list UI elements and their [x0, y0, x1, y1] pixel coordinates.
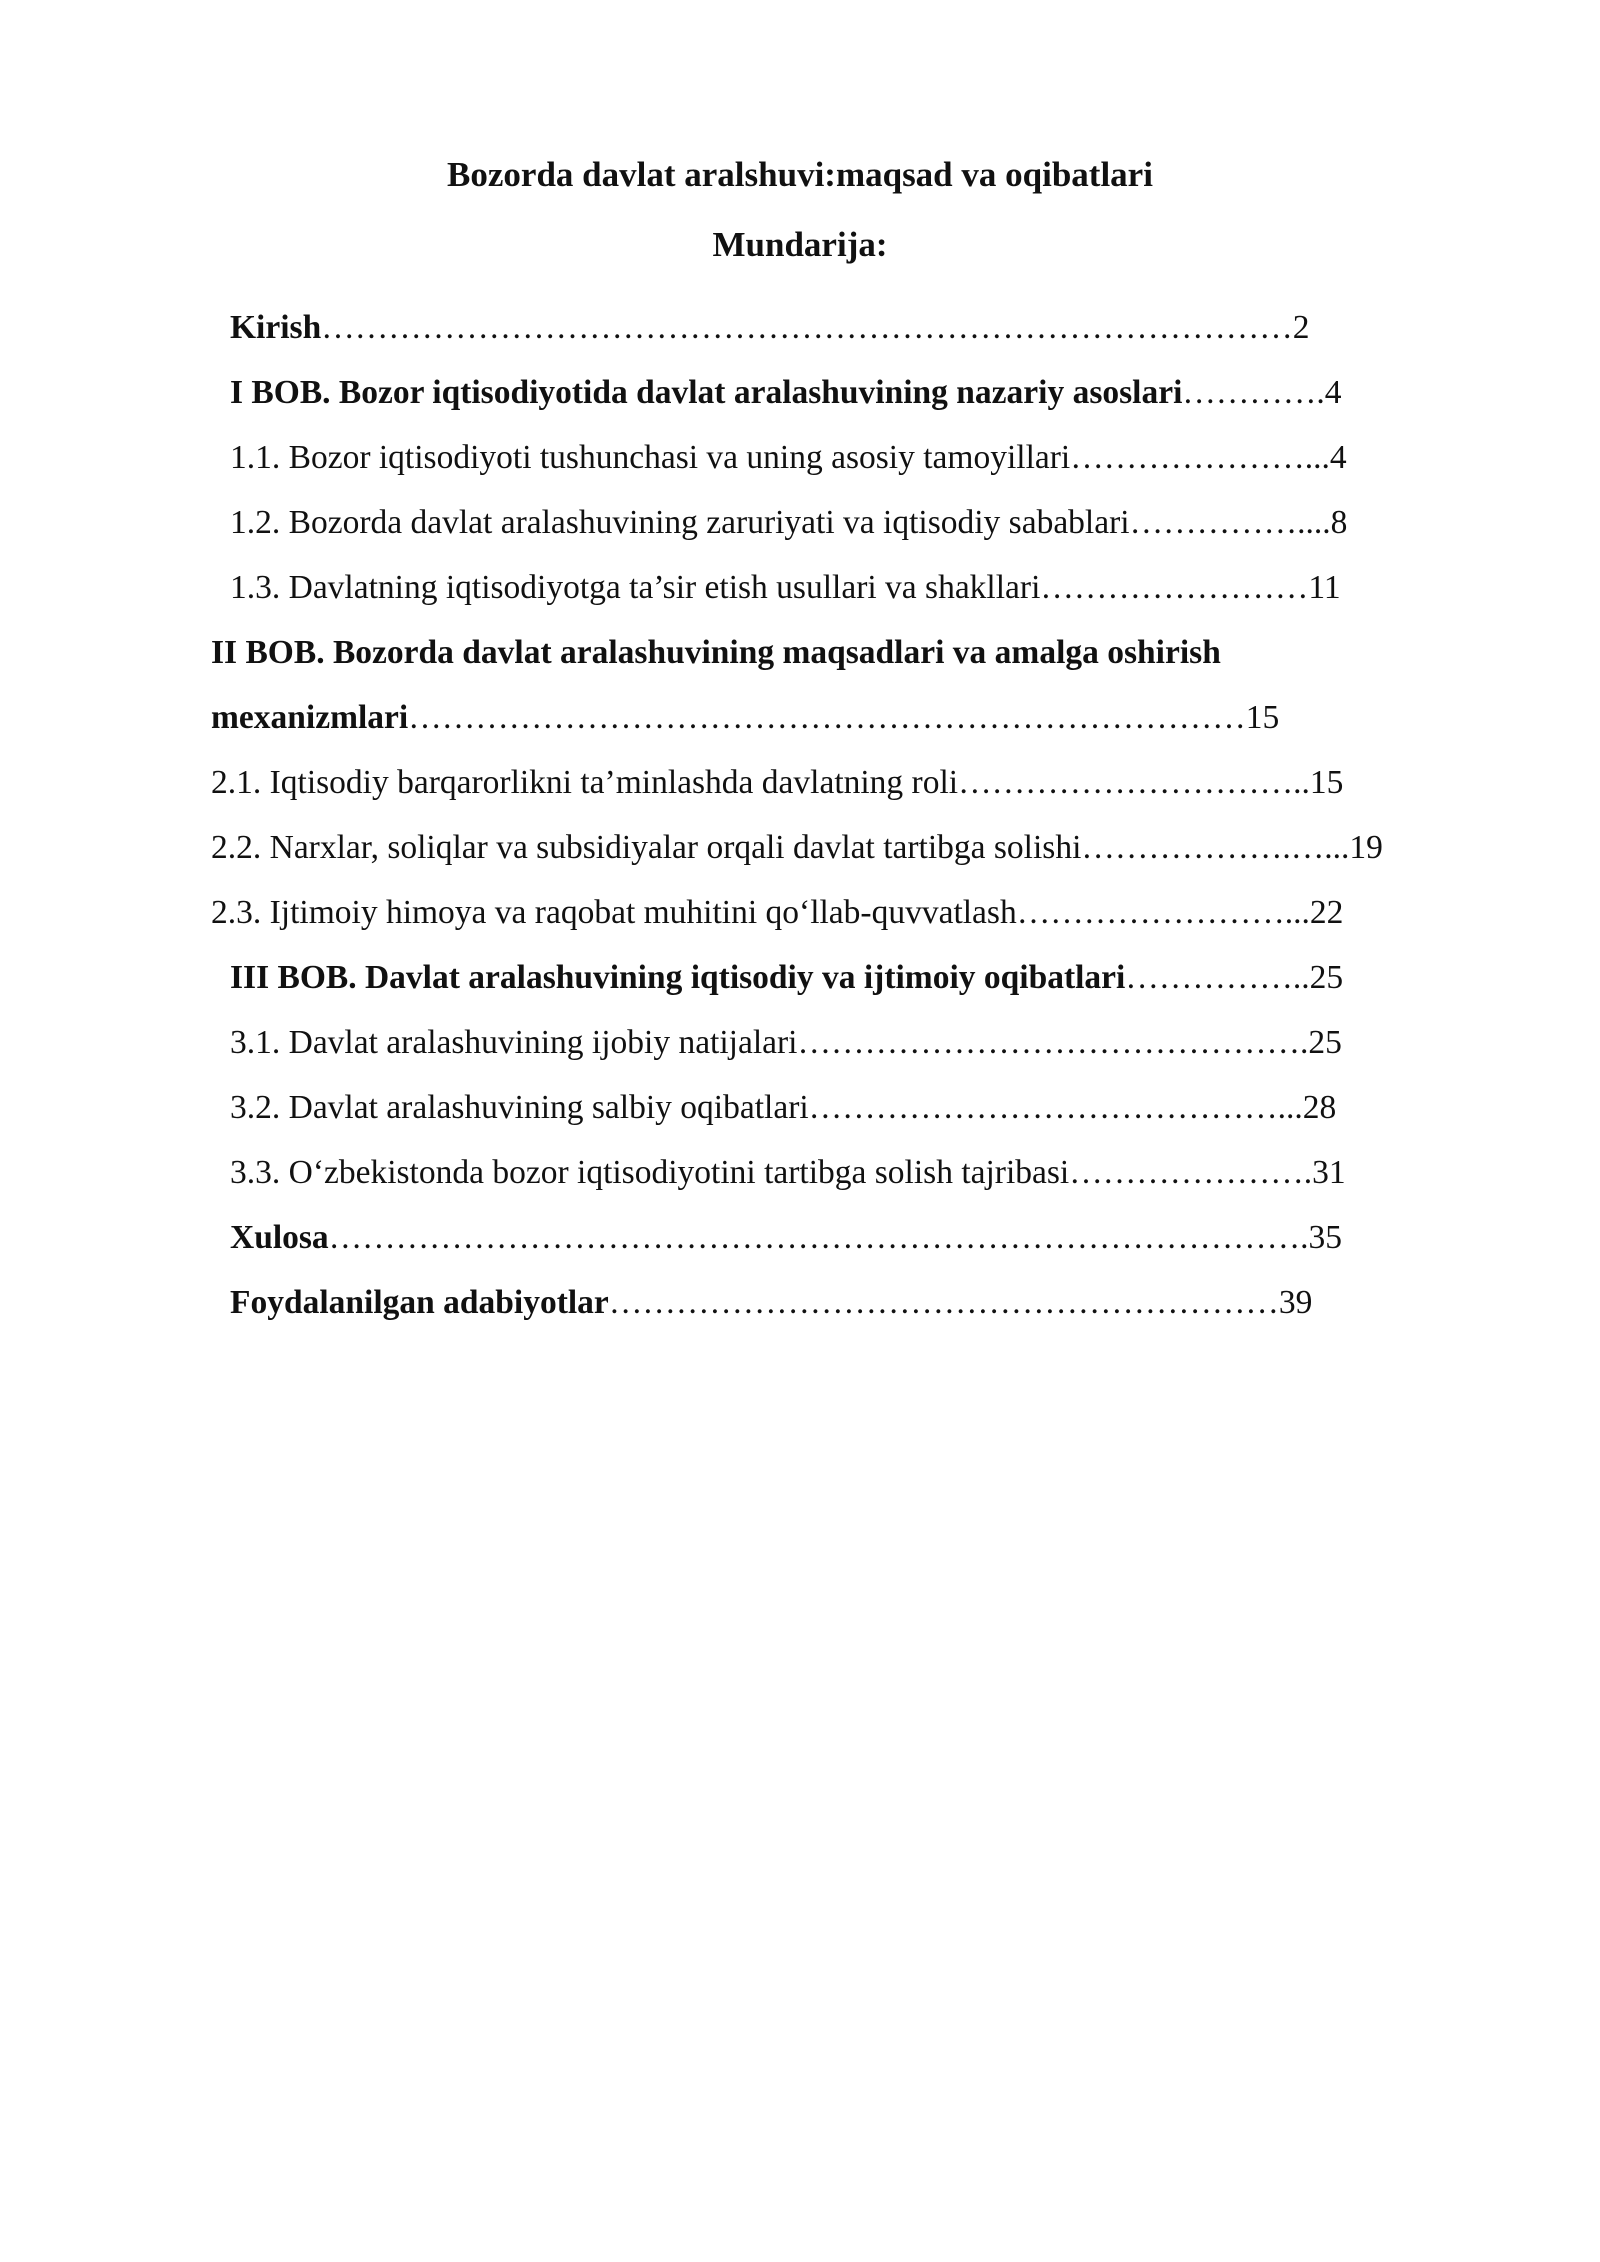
toc-entry-title: mexanizmlari [211, 699, 409, 736]
toc-entry-section-3-1[interactable] [230, 1023, 1342, 1063]
toc-entry-leader-page: ……………………………………………………………………………2 [321, 309, 1310, 346]
toc-entry-section-3-2[interactable] [230, 1088, 1336, 1128]
toc-entry-title: 2.3. Ijtimoiy himoya va raqobat muhitini qo‘llab-quvvatlash [211, 894, 1017, 931]
toc-entry-leader-page: …………………………..15 [958, 764, 1344, 801]
toc-entry-leader-page: ……………………………………….25 [797, 1024, 1342, 1061]
toc-entry-references[interactable] [230, 1283, 1312, 1323]
toc-entry-title: Kirish [230, 309, 322, 346]
toc-entry-leader-page: ………………….31 [1069, 1154, 1346, 1191]
toc-entry-leader-page: ……………….…...19 [1081, 829, 1383, 866]
toc-entry-chapter-2[interactable] [211, 633, 1221, 673]
toc-entry-leader-page: ……………..25 [1125, 959, 1344, 996]
toc-entry-title: 3.1. Davlat aralashuvining ijobiy natijalari [230, 1024, 798, 1061]
toc-entry-section-1-2[interactable] [230, 503, 1347, 543]
toc-entry-section-3-3[interactable] [230, 1153, 1346, 1193]
toc-entry-title: I BOB. Bozor iqtisodiyotida davlat aralashuvining nazariy asoslari [230, 374, 1183, 411]
toc-entry-chapter-3[interactable] [230, 958, 1343, 998]
toc-entry-leader-page: ……………………………………...28 [808, 1089, 1337, 1126]
toc-entry-section-2-1[interactable] [211, 763, 1343, 803]
toc-entry-section-1-3[interactable] [230, 568, 1341, 608]
toc-entry-title: III BOB. Davlat aralashuvining iqtisodiy va ijtimoiy oqibatlari [230, 959, 1126, 996]
toc-entry-title: 2.1. Iqtisodiy barqarorlikni ta’minlashda davlatning roli [211, 764, 959, 801]
toc-entry-title: 1.3. Davlatning iqtisodiyotga ta’sir etish usullari va shakllari [230, 569, 1041, 606]
toc-entry-chapter-1[interactable] [230, 373, 1342, 413]
toc-entry-kirish[interactable] [230, 308, 1309, 348]
toc-entry-section-2-3[interactable] [211, 893, 1343, 933]
toc-entry-title: II BOB. Bozorda davlat aralashuvining maqsadlari va amalga oshirish [211, 634, 1221, 671]
toc-entry-leader-page: ……………………11 [1040, 569, 1341, 606]
toc-entry-title: 3.3. O‘zbekistonda bozor iqtisodiyotini tartibga solish tajribasi [230, 1154, 1070, 1191]
toc-entry-title: Foydalanilgan adabiyotlar [230, 1284, 609, 1321]
toc-entry-leader-page: …………………………………………………………………15 [408, 699, 1280, 736]
toc-entry-title: 3.2. Davlat aralashuvining salbiy oqibatlari [230, 1089, 809, 1126]
toc-entry-leader-page: ………….4 [1182, 374, 1342, 411]
toc-entry-leader-page: …………………………………………………………………………….35 [328, 1219, 1343, 1256]
toc-heading: Mundarija: [712, 225, 888, 264]
toc-entry-title: 2.2. Narxlar, soliqlar va subsidiyalar orqali davlat tartibga solishi [211, 829, 1082, 866]
toc-entry-section-1-1[interactable] [230, 438, 1347, 478]
toc-entry-title: Xulosa [230, 1219, 329, 1256]
toc-entry-leader-page: ……………………………………………………39 [608, 1284, 1313, 1321]
toc-entry-title: 1.1. Bozor iqtisodiyoti tushunchasi va uning asosiy tamoyillari [230, 439, 1071, 476]
document-title: Bozorda davlat aralshuvi:maqsad va oqibatlari [447, 155, 1153, 194]
toc-entry-leader-page: …………………...4 [1070, 439, 1347, 476]
toc-entry-xulosa[interactable] [230, 1218, 1342, 1258]
toc-entry-chapter-2-cont[interactable] [211, 698, 1279, 738]
toc-entry-section-2-2[interactable] [211, 828, 1383, 868]
toc-entry-leader-page: ……………....8 [1129, 504, 1348, 541]
toc-entry-title: 1.2. Bozorda davlat aralashuvining zaruriyati va iqtisodiy sabablari [230, 504, 1130, 541]
toc-entry-leader-page: ……………………...22 [1016, 894, 1344, 931]
